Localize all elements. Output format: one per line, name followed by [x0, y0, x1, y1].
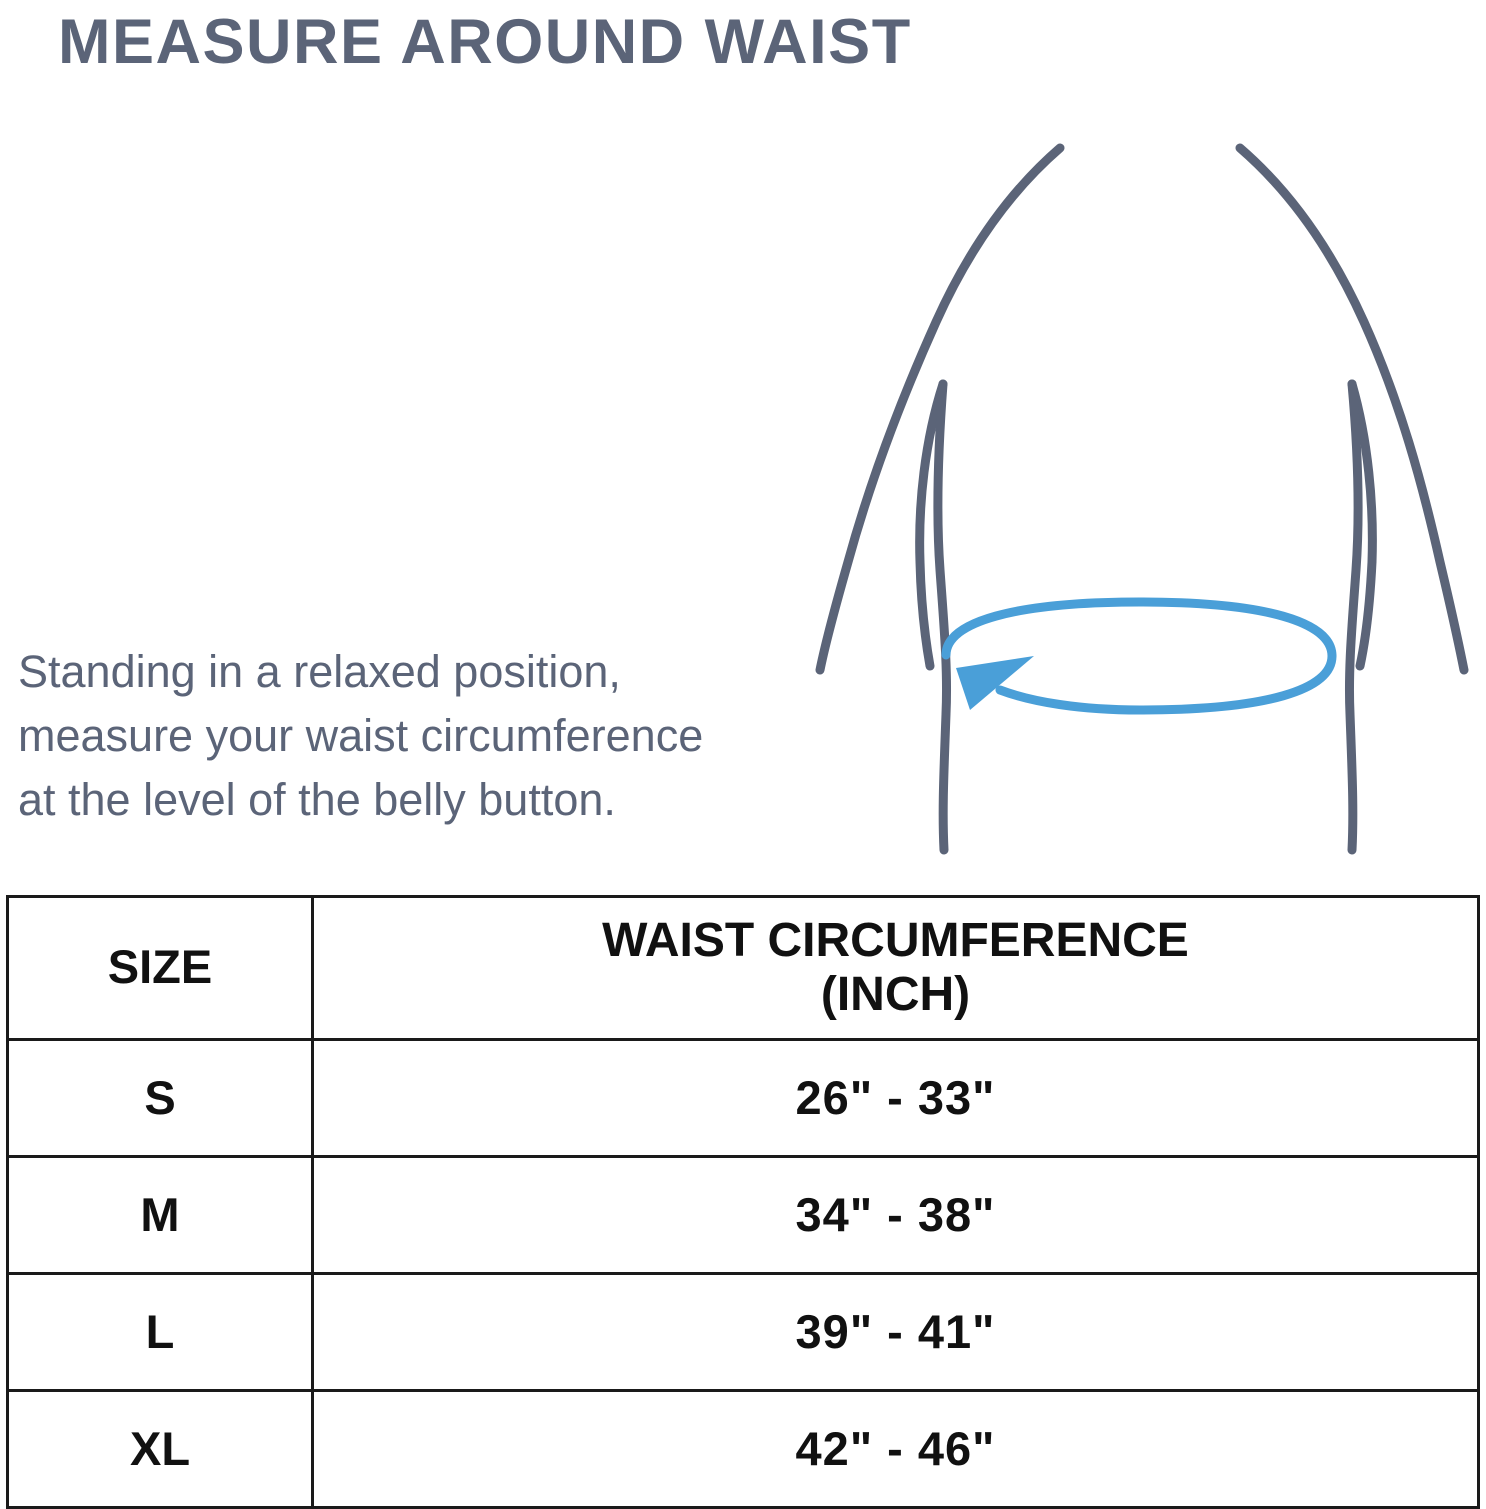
cell-size: S [8, 1039, 313, 1156]
cell-size: M [8, 1156, 313, 1273]
instruction-line-1: Standing in a relaxed position, [18, 646, 621, 697]
instruction-line-3: at the level of the belly button. [18, 773, 616, 825]
header-waist-circumference-line2: (INCH) [820, 967, 971, 1021]
header-size: SIZE [8, 897, 313, 1040]
cell-circumference: 39" - 41" [313, 1273, 1479, 1390]
table-row [8, 1273, 1479, 1390]
instruction-line-2: measure your waist circumference [18, 709, 704, 761]
header-waist-circumference [313, 897, 1479, 1040]
instruction-text [18, 640, 968, 832]
cell-circumference: 26" - 33" [313, 1039, 1479, 1156]
waist-measure-arrow [946, 602, 1332, 710]
table-row [8, 1156, 1479, 1273]
header-waist-circumference-line1: WAIST CIRCUMFERENCE [602, 914, 1189, 967]
table-row [8, 1039, 1479, 1156]
page-title: MEASURE AROUND WAIST [58, 7, 912, 77]
size-table [6, 895, 1480, 1509]
cell-circumference: 42" - 46" [313, 1390, 1479, 1507]
table-header-row [8, 897, 1479, 1040]
cell-size: XL [8, 1390, 313, 1507]
table-row [8, 1390, 1479, 1507]
cell-circumference: 34" - 38" [313, 1156, 1479, 1273]
cell-size: L [8, 1273, 313, 1390]
